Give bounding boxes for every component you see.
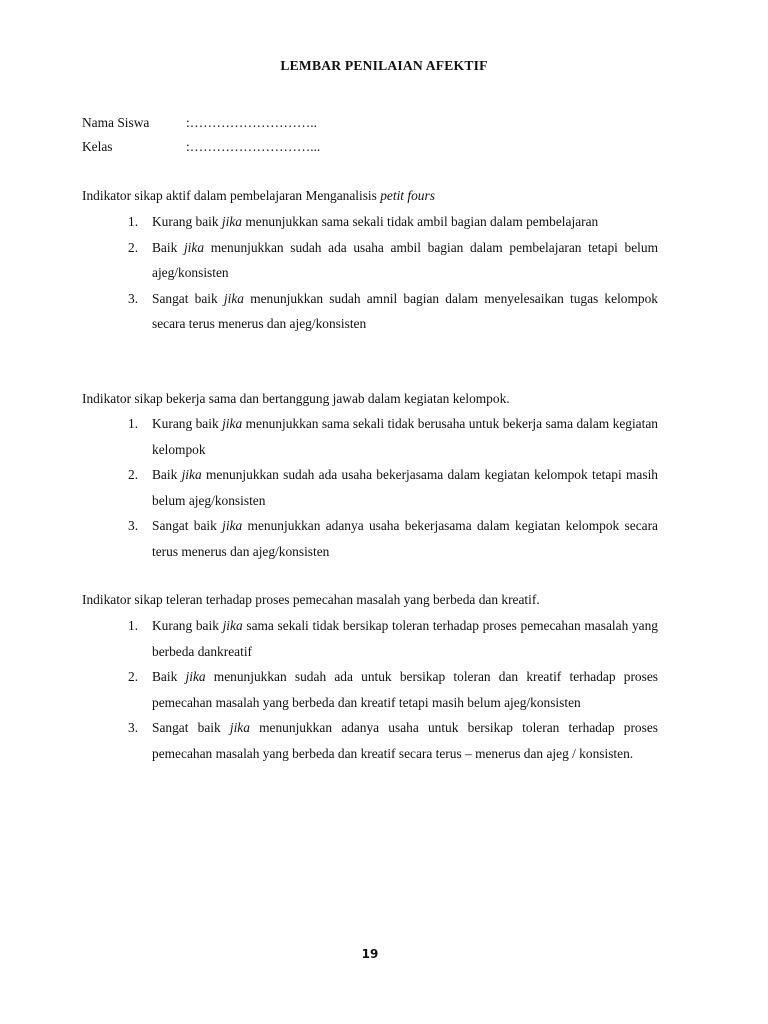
list-item (128, 411, 658, 462)
item-text: Kurang baik (152, 416, 223, 431)
field-value: :……………………….. (186, 115, 317, 130)
item-text: Baik (152, 669, 186, 684)
item-text: menunjukkan adanya usaha untuk bersikap toleran terhadap proses pemecahan masalah yang berbeda dan kreatif secara terus – menerus dan ajeg / konsisten. (152, 720, 658, 761)
section-heading (82, 186, 662, 206)
list-item (128, 209, 658, 235)
section-heading (82, 590, 662, 610)
item-number: 2. (128, 669, 139, 684)
field-label: Kelas (82, 139, 113, 154)
heading-emphasis: petit fours (380, 188, 435, 203)
field-kelas (82, 137, 320, 157)
item-number: 1. (128, 214, 139, 229)
list-item (128, 235, 658, 286)
item-text: menunjukkan sudah ada usaha ambil bagian dalam pembelajaran tetapi belum ajeg/konsisten (152, 239, 659, 280)
item-number: 2. (128, 467, 139, 482)
item-emphasis: jika (222, 518, 243, 533)
item-number: 1. (128, 618, 139, 633)
item-emphasis: jika (185, 669, 206, 684)
indicator-list (128, 411, 658, 564)
indicator-list (128, 209, 658, 337)
item-text: menunjukkan sama sekali tidak berusaha untuk bekerja sama dalam kegiatan kelompok (152, 416, 658, 457)
indicator-list (128, 613, 658, 766)
field-value: :………………………... (186, 139, 321, 154)
item-number: 2. (128, 239, 139, 255)
item-emphasis: jika (229, 720, 250, 735)
section-heading (82, 389, 662, 409)
item-number: 3. (128, 518, 139, 533)
item-text: Sangat baik (152, 290, 224, 306)
item-text: menunjukkan sudah ada untuk bersikap toleran dan kreatif terhadap proses pemecahan masalah yang berbeda dan kreatif tetapi masih belum ajeg/konsisten (152, 669, 658, 710)
item-emphasis: jika (223, 290, 244, 306)
list-item (128, 715, 658, 766)
item-number: 1. (128, 416, 139, 431)
item-text: Kurang baik (152, 618, 223, 633)
page-title: LEMBAR PENILAIAN AFEKTIF (280, 58, 488, 73)
item-number: 3. (128, 720, 139, 735)
page-number: 19 (361, 947, 379, 961)
item-emphasis: jika (221, 214, 243, 229)
item-emphasis: jika (222, 618, 243, 633)
list-item (128, 664, 658, 715)
list-item (128, 513, 658, 564)
field-nama-siswa (82, 113, 317, 133)
item-emphasis: jika (183, 239, 205, 255)
item-text: Baik (152, 239, 184, 255)
item-text: Kurang baik (152, 214, 222, 229)
item-text: menunjukkan adanya usaha bekerjasama dalam kegiatan kelompok secara terus menerus dan ajeg/konsisten (152, 518, 658, 559)
heading-text: Indikator sikap aktif dalam pembelajaran Menganalisis (82, 188, 381, 203)
field-label: Nama Siswa (82, 115, 150, 130)
item-text: Sangat baik (152, 518, 223, 533)
heading-text: Indikator sikap bekerja sama dan bertanggung jawab dalam kegiatan kelompok. (82, 391, 510, 406)
item-emphasis: jika (181, 467, 202, 482)
list-item (128, 286, 658, 337)
item-number: 3. (128, 290, 139, 306)
list-item (128, 462, 658, 513)
item-text: menunjukkan sudah ada usaha bekerjasama dalam kegiatan kelompok tetapi masih belum ajeg/konsisten (152, 467, 658, 508)
item-emphasis: jika (222, 416, 243, 431)
item-text: Sangat baik (152, 720, 230, 735)
list-item (128, 613, 658, 664)
heading-text: Indikator sikap teleran terhadap proses pemecahan masalah yang berbeda dan kreatif. (82, 592, 540, 607)
item-text: menunjukkan sama sekali tidak ambil bagian dalam pembelajaran (242, 214, 599, 229)
item-text: menunjukkan sudah amnil bagian dalam menyelesaikan tugas kelompok secara terus menerus dan ajeg/konsisten (152, 290, 658, 331)
item-text: Baik (152, 467, 182, 482)
item-text: sama sekali tidak bersikap toleran terhadap proses pemecahan masalah yang berbeda dankreatif (152, 618, 658, 659)
